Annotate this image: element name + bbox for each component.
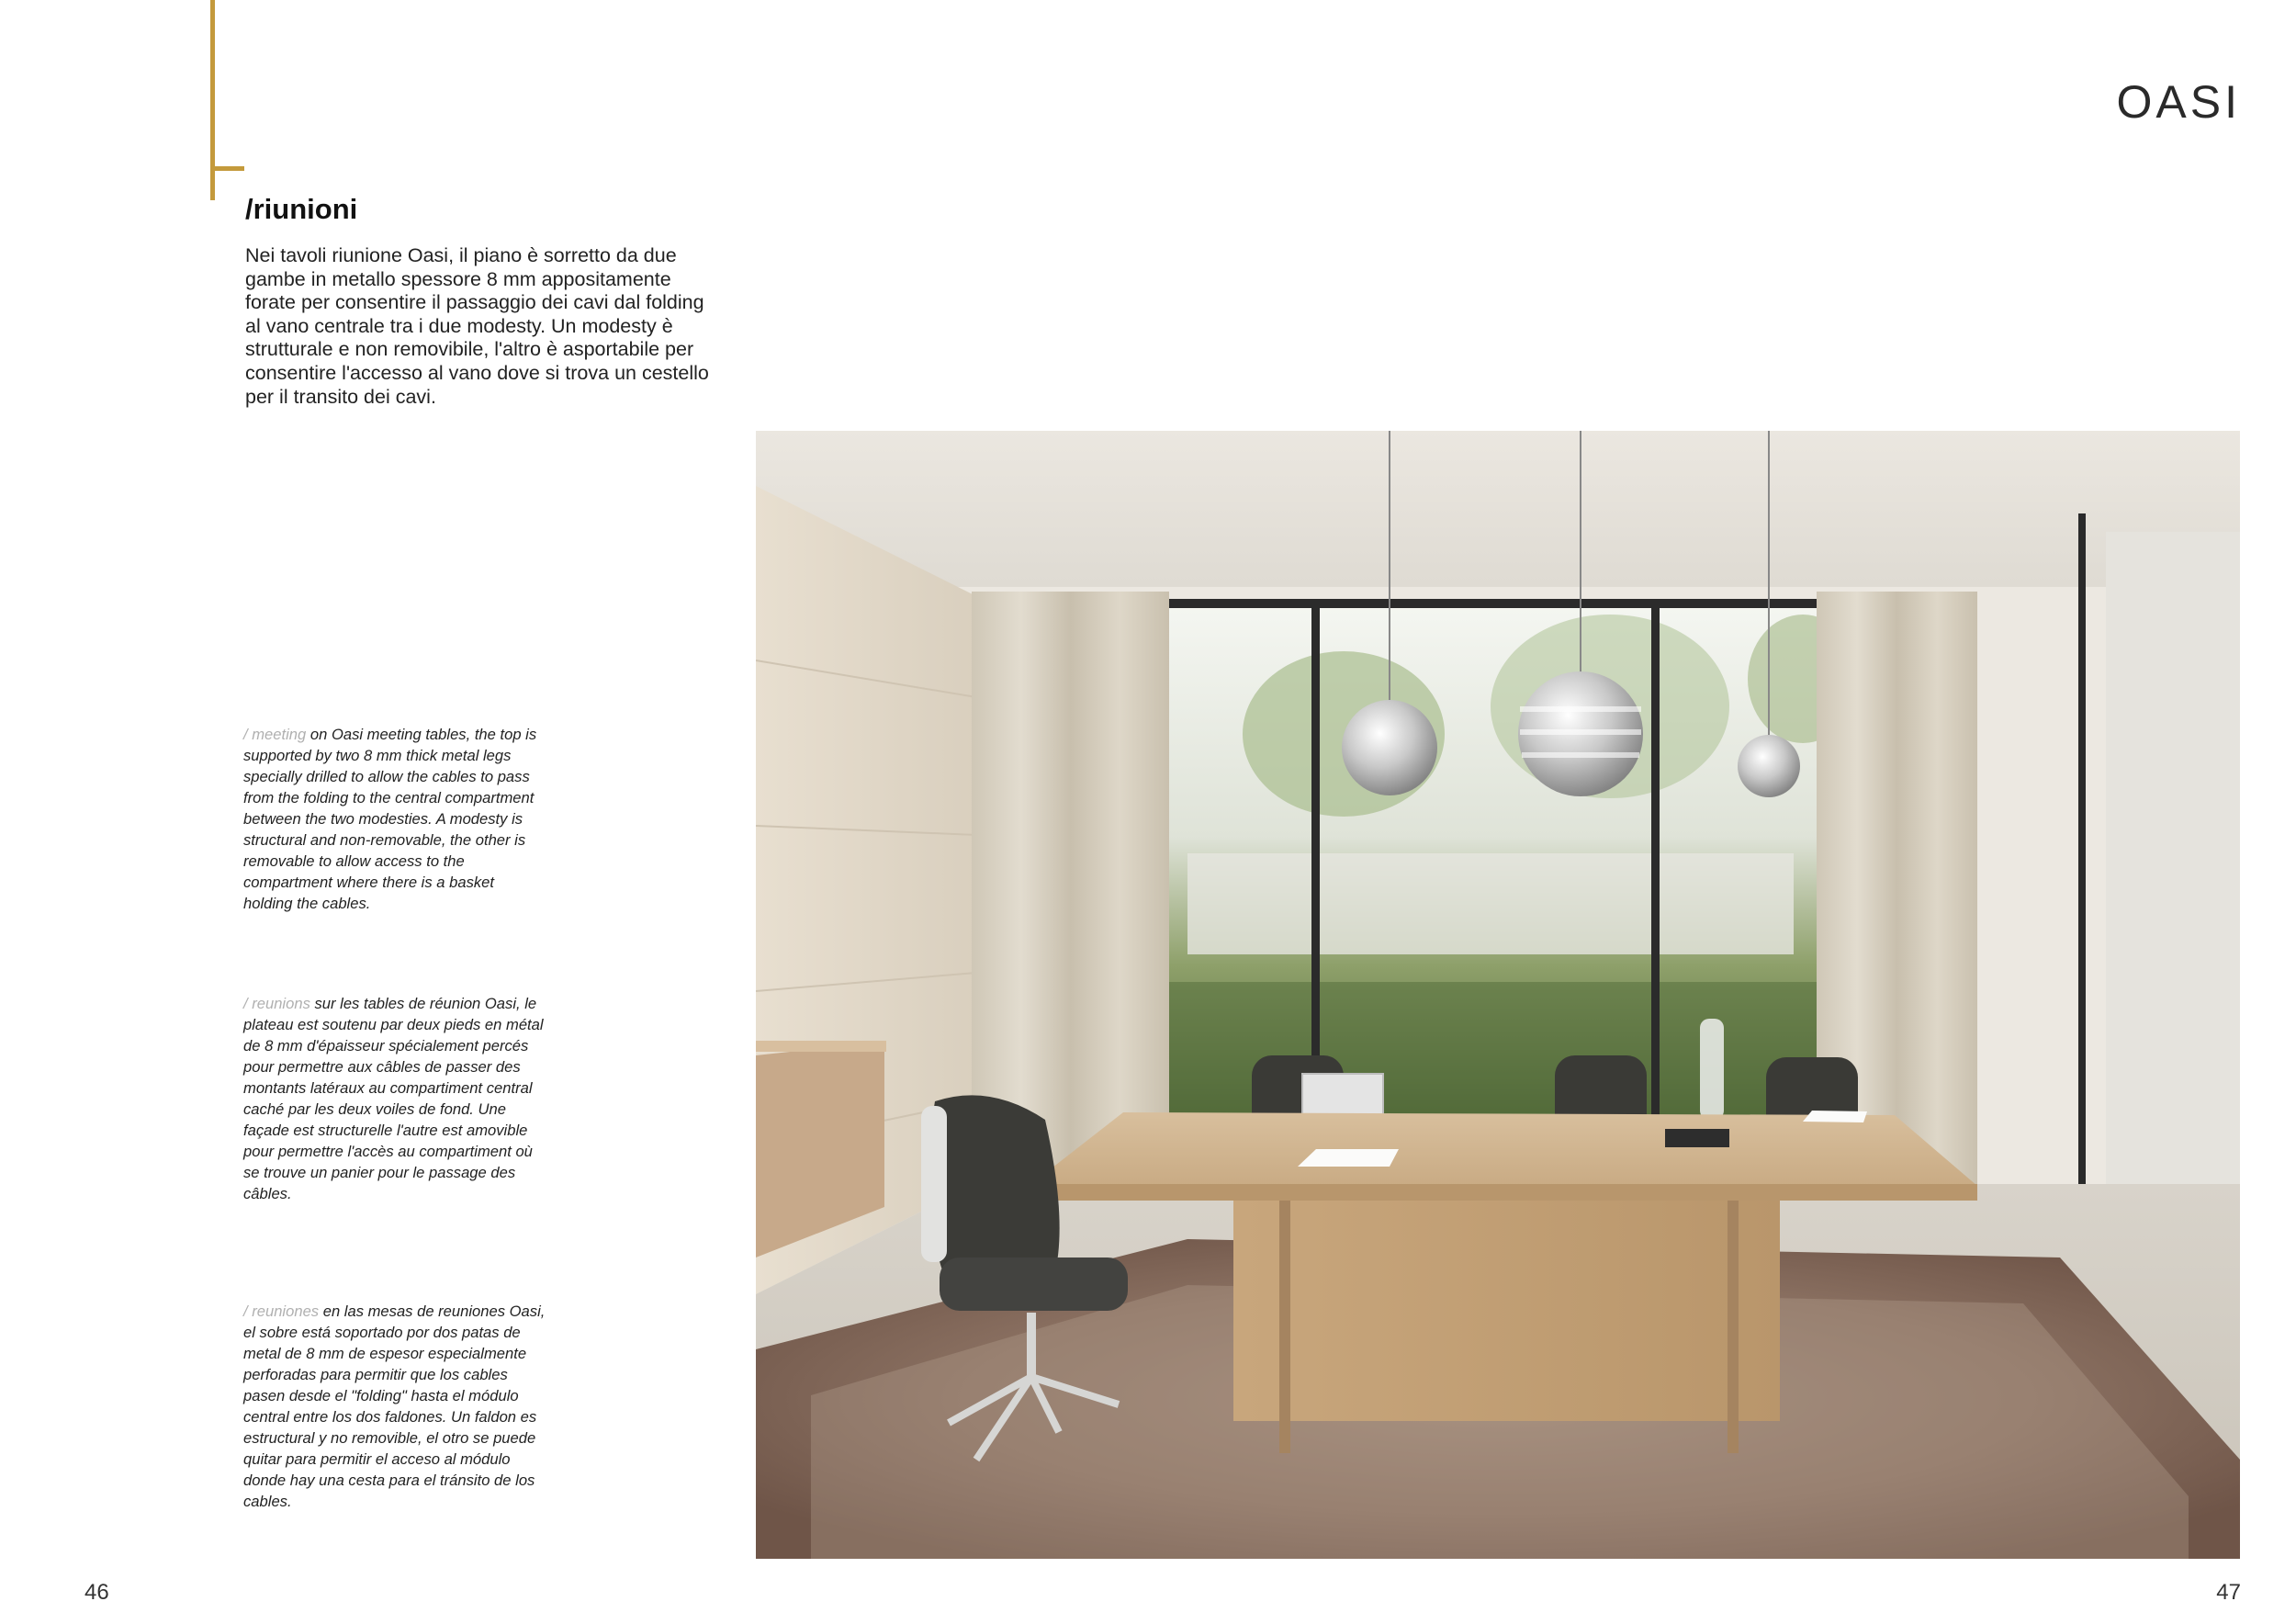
- translation-english: [243, 724, 546, 914]
- translation-spanish: [243, 1301, 546, 1512]
- gold-accent-horizontal-line: [210, 166, 244, 171]
- intro-paragraph: Nei tavoli riunione Oasi, il piano è sorretto da due gambe in metallo spessore 8 mm appositamente forate per consentire il passaggio dei cavi dal folding al vano centrale tra i due modesty. Un modesty è strutturale e non removibile, l'altro è asportabile per consentire l'accesso al vano dove si trova un cestello per il transito dei cavi.: [245, 244, 709, 408]
- meeting-room-photo: [756, 431, 2240, 1559]
- section-title: /riunioni: [245, 193, 358, 225]
- brand-logo: OASI: [2116, 76, 2241, 128]
- page-number-right: 47: [2216, 1580, 2241, 1605]
- page-number-left: 46: [84, 1580, 109, 1605]
- translation-text-spanish: en las mesas de reuniones Oasi, el sobre está soportado por dos patas de metal de 8 mm de espesor especialmente perforadas para permitir que los cables pasen desde el "folding" hasta el módulo central entre los dos faldones. Un faldon es estructural y no removible, el otro se puede quitar para permitir el acceso al módulo donde hay una cesta para el tránsito de los cables.: [243, 1303, 546, 1510]
- language-label-french: / reunions: [243, 995, 310, 1012]
- language-label-english: / meeting: [243, 726, 307, 743]
- language-label-spanish: / reuniones: [243, 1303, 320, 1320]
- translation-text-english: on Oasi meeting tables, the top is supported by two 8 mm thick metal legs specially drilled to allow the cables to pass from the folding to the central compartment between the two modesties. A modesty is structural and non-removable, the other is removable to allow access to the compartment where there is a basket holding the cables.: [243, 726, 537, 912]
- translation-text-french: sur les tables de réunion Oasi, le plateau est soutenu par deux pieds en métal de 8 mm d'épaisseur spécialement percés pour permettre aux câbles de passer des montants latéraux au compartiment central caché par les deux voiles de fond. Une façade est structurelle l'autre est amovible pour permettre l'accès au compartiment où se trouve un panier pour le passage des câbles.: [243, 995, 544, 1202]
- translation-french: [243, 993, 546, 1204]
